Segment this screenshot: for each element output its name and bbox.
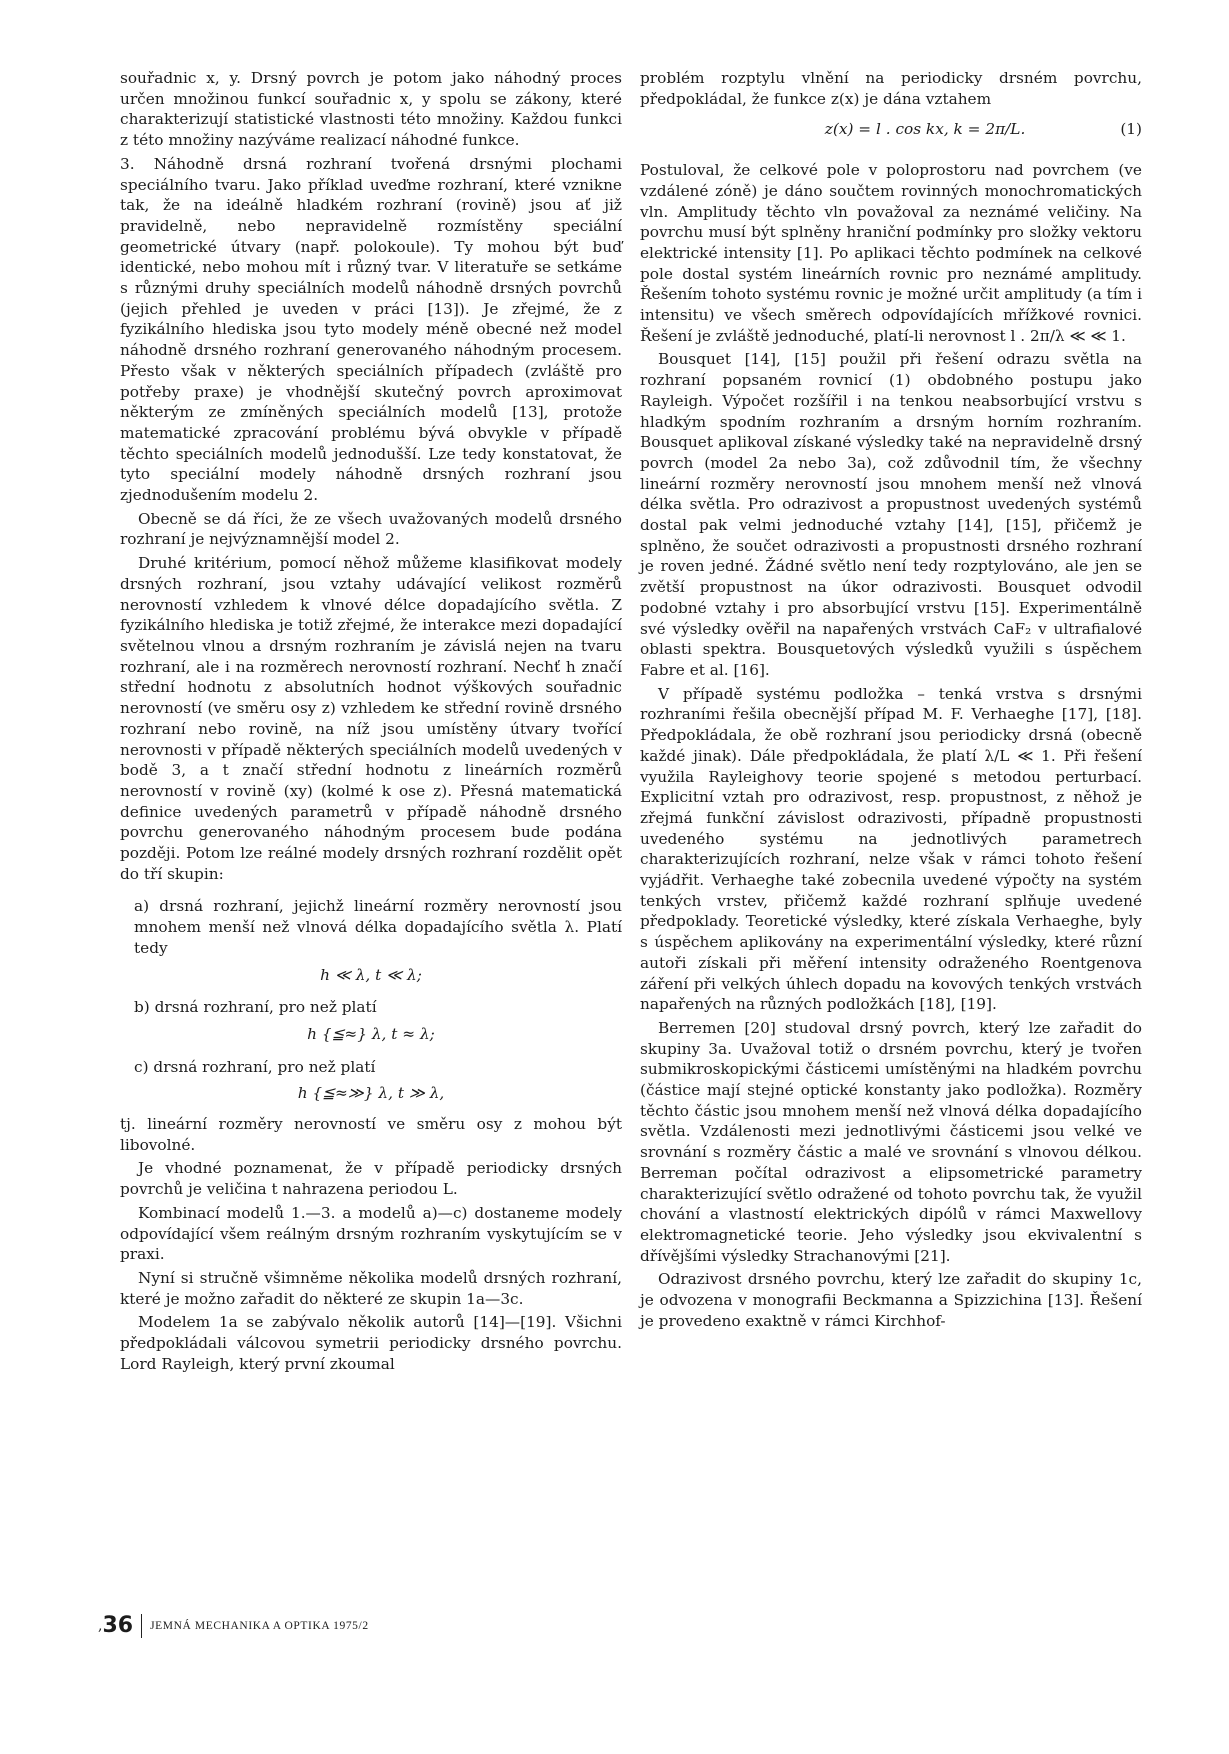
paragraph: Berremen [20] studoval drsný povrch, který lze zařadit do skupiny 3a. Uvažoval totiž o drsném povrchu, který je tvořen submikroskopickými částicemi umístěnými na hladkém povrchu (částice mají stejné optické konstanty jako podložka). Rozměry těchto částic jsou mnohem menší než vlnová délka dopadajícího světla. Vzdálenosti mezi jednotlivými částicemi jsou velké ve srovnání s rozměry částic a malé ve srovnání s vlnovou délkou. Berreman počítal odrazivost a elipsometrické parametry charakterizující světlo odražené od tohoto povrchu tak, že využil chování a vlastností elektrických dipólů v rámci Maxwellovy elektromagnetické teorie. Jeho výsledky jsou ekvivalentní s dřívějšími výsledky Strachanovými [21]. [640,1018,1142,1265]
paragraph: Bousquet [14], [15] použil při řešení odrazu světla na rozhraní popsaném rovnicí (1) obdobného postupu jako Rayleigh. Výpočet rozšířil i na tenkou neabsorbující vrstvu s hladkým spodním rozhraním a drsným horním rozhraním. Bousquet aplikoval získané výsledky také na nepravidelně drsný povrch (model 2a nebo 3a), což zdůvodnil tím, že všechny lineární rozměry nerovností jsou mnohem menší než vlnová délka světla. Pro odrazivost a propustnost uvedených systémů dostal pak velmi jednoduché vztahy [14], [15], přičemž je splněno, že součet odrazivosti a propustnosti drsného rozhraní je roven jedné. Žádné světlo není tedy rozptylováno, ale jen se zvětší propustnost na úkor odrazivosti. Bousquet odvodil podobné vztahy i pro absorbující vrstvu [15]. Experimentálně své výsledky ověřil na napařených vrstvách CaF₂ v ultrafialové oblasti spektra. Bousquetových výsledků využili s úspěchem Fabre et al. [16]. [640,350,1142,679]
paragraph: Postuloval, že celkové pole v poloprostoru nad povrchem (ve vzdálené zóně) je dáno součtem rovinných monochromatických vln. Amplitudy těchto vln považoval za neznámé veličiny. Na povrchu musí být splněny hraniční podmínky pro složky vektoru elektrické intensity [1]. Po aplikaci těchto podmínek na celkové pole dostal systém lineárních rovnic pro neznámé amplitudy. Řešením tohoto systému rovnic je možné určit amplitudy (a tím i intensitu) ve všech směrech odpovídajících mřížkové rovnici. Řešení je zvláště jednoduché, platí-li nerovnost l . 2π/λ ≪ ≪ 1. [640,161,1142,345]
paragraph: Modelem 1a se zabývalo několik autorů [14]—[19]. Všichni předpokládali válcovou symetrii periodicky drsného povrchu. Lord Rayleigh, který první zkoumal [120,1313,622,1373]
page-footer [98,1613,369,1638]
right-column [640,68,1142,1334]
page-number: 36 [102,1613,134,1638]
paragraph: Obecně se dá říci, že ze všech uvažovaných modelů drsného rozhraní je nejvýznamnější model 2. [120,509,622,549]
left-column [120,68,622,1377]
equation-a: h ≪ λ, t ≪ λ; [320,965,422,984]
paragraph: problém rozptylu vlnění na periodicky drsném povrchu, předpokládal, že funkce z(x) je dána vztahem [640,69,1142,108]
paragraph: souřadnic x, y. Drsný povrch je potom jako náhodný proces určen množinou funkcí souřadnic x, y spolu se zákony, které charakterizují statistické vlastnosti této množiny. Každou funkci z této množiny nazýváme realizací náhodné funkce. [120,69,622,150]
paragraph: tj. lineární rozměry nerovností ve směru osy z mohou být libovolné. [120,1115,622,1154]
equation-c: h {≦≈≫} λ, t ≫ λ, [297,1084,445,1103]
footer-divider [141,1614,142,1638]
footer-mark: , [98,1617,103,1634]
paragraph: Nyní si stručně všimněme několika modelů drsných rozhraní, které je možno zařadit do některé ze skupin 1a—3c. [120,1268,622,1308]
equation-1-formula: z(x) = l . cos kx, k = 2π/L. [824,120,1026,139]
equation-1-number: (1) [1120,120,1142,139]
list-item-b: b) drsná rozhraní, pro než platí [134,998,377,1017]
list-item-c: c) drsná rozhraní, pro než platí [134,1057,376,1076]
paragraph: Druhé kritérium, pomocí něhož můžeme klasifikovat modely drsných rozhraní, jsou vztahy udávající velikost rozměrů nerovností vzhledem k vlnové délce dopadajícího světla. Z fyzikálního hlediska je totiž zřejmé, že interakce mezi dopadající světelnou vlnou a drsným rozhraním je závislá nejen na tvaru rozhraní, ale i na rozměrech nerovností rozhraní. Nechť h značí střední hodnotu z absolutních hodnot výškových souřadnic nerovností (ve směru osy z) vzhledem ke střední rovině drsného rozhraní nebo rovině, na níž jsou umístěny útvary tvořící nerovnosti v případě některých speciálních modelů uvedených v bodě 3, a t značí střední hodnotu z lineárních rozměrů nerovností v rovině (xy) (kolmé k ose z). Přesná matematická definice uvedených parametrů v případě náhodně drsného povrchu generovaného náhodným procesem bude podána později. Potom lze reálné modely drsných rozhraní rozdělit opět do tří skupin: [120,554,622,883]
paragraph: V případě systému podložka – tenká vrstva s drsnými rozhraními řešila obecnější případ M. F. Verhaeghe [17], [18]. Předpokládala, že obě rozhraní jsou periodicky drsná (obecně každé jinak). Dále předpokládala, že platí λ/L ≪ 1. Při řešení využila Rayleighovy teorie spojené s metodou perturbací. Explicitní vztah pro odrazivost, resp. propustnost, z něhož je zřejmá funkční závislost odrazivosti, případně propustnosti uvedeného systému na jednotlivých parametrech charakterizujících rozhraní, nelze však v rámci tohoto řešení vyjádřit. Verhaeghe také zobecnila uvedené výpočty na systém tenkých vrstev, přičemž každé rozhraní splňuje uvedené předpoklady. Teoretické výsledky, které získala Verhaeghe, byly s úspěchem aplikovány na experimentální výsledky, které různí autoři získali při měření intensity odraženého Roentgenova záření při velkých úhlech dopadu na kovových tenkých vrstvách napařených na různých podložkách [18], [19]. [640,684,1142,1014]
list-item-a: a) drsná rozhraní, jejichž lineární rozměry nerovností jsou mnohem menší než vlnová délka dopadajícího světla λ. Platí tedy [134,897,622,957]
equation-b: h {≦≈} λ, t ≈ λ; [307,1024,435,1043]
paragraph: Je vhodné poznamenat, že v případě periodicky drsných povrchů je veličina t nahrazena periodou L. [120,1159,622,1199]
paragraph: 3. Náhodně drsná rozhraní tvořená drsnými plochami speciálního tvaru. Jako příklad uveďme rozhraní, které vznikne tak, že na ideálně hladkém rozhraní (rovině) jsou ať již pravidelně, nebo nepravidelně rozmístěny speciální geometrické útvary (např. polokoule). Ty mohou být buď identické, nebo mohou mít i různý tvar. V literatuře se setkáme s různými druhy speciálních modelů náhodně drsných povrchů (jejich přehled je uveden v práci [13]). Je zřejmé, že z fyzikálního hlediska jsou tyto modely méně obecné než model náhodně drsného rozhraní generovaného náhodným procesem. Přesto však v některých speciálních případech (zvláště pro potřeby praxe) je vhodnější skutečný povrch aproximovat některým ze zmíněných speciálních modelů [13], protože matematické zpracování problému bývá obvykle v případě těchto speciálních modelů jednodušší. Lze tedy konstatovat, že tyto speciální modely náhodně drsných rozhraní jsou zjednodušením modelu 2. [120,154,622,505]
journal-name: JEMNÁ MECHANIKA A OPTIKA 1975/2 [150,1619,369,1632]
equation-1 [640,119,1142,140]
paragraph: Odrazivost drsného povrchu, který lze zařadit do skupiny 1c, je odvozena v monografii Beckmanna a Spizzichina [13]. Řešení je provedeno exaktně v rámci Kirchhof- [640,1270,1142,1330]
paragraph: Kombinací modelů 1.—3. a modelů a)—c) dostaneme modely odpovídající všem reálným drsným rozhraním vyskytujícím se v praxi. [120,1203,622,1264]
